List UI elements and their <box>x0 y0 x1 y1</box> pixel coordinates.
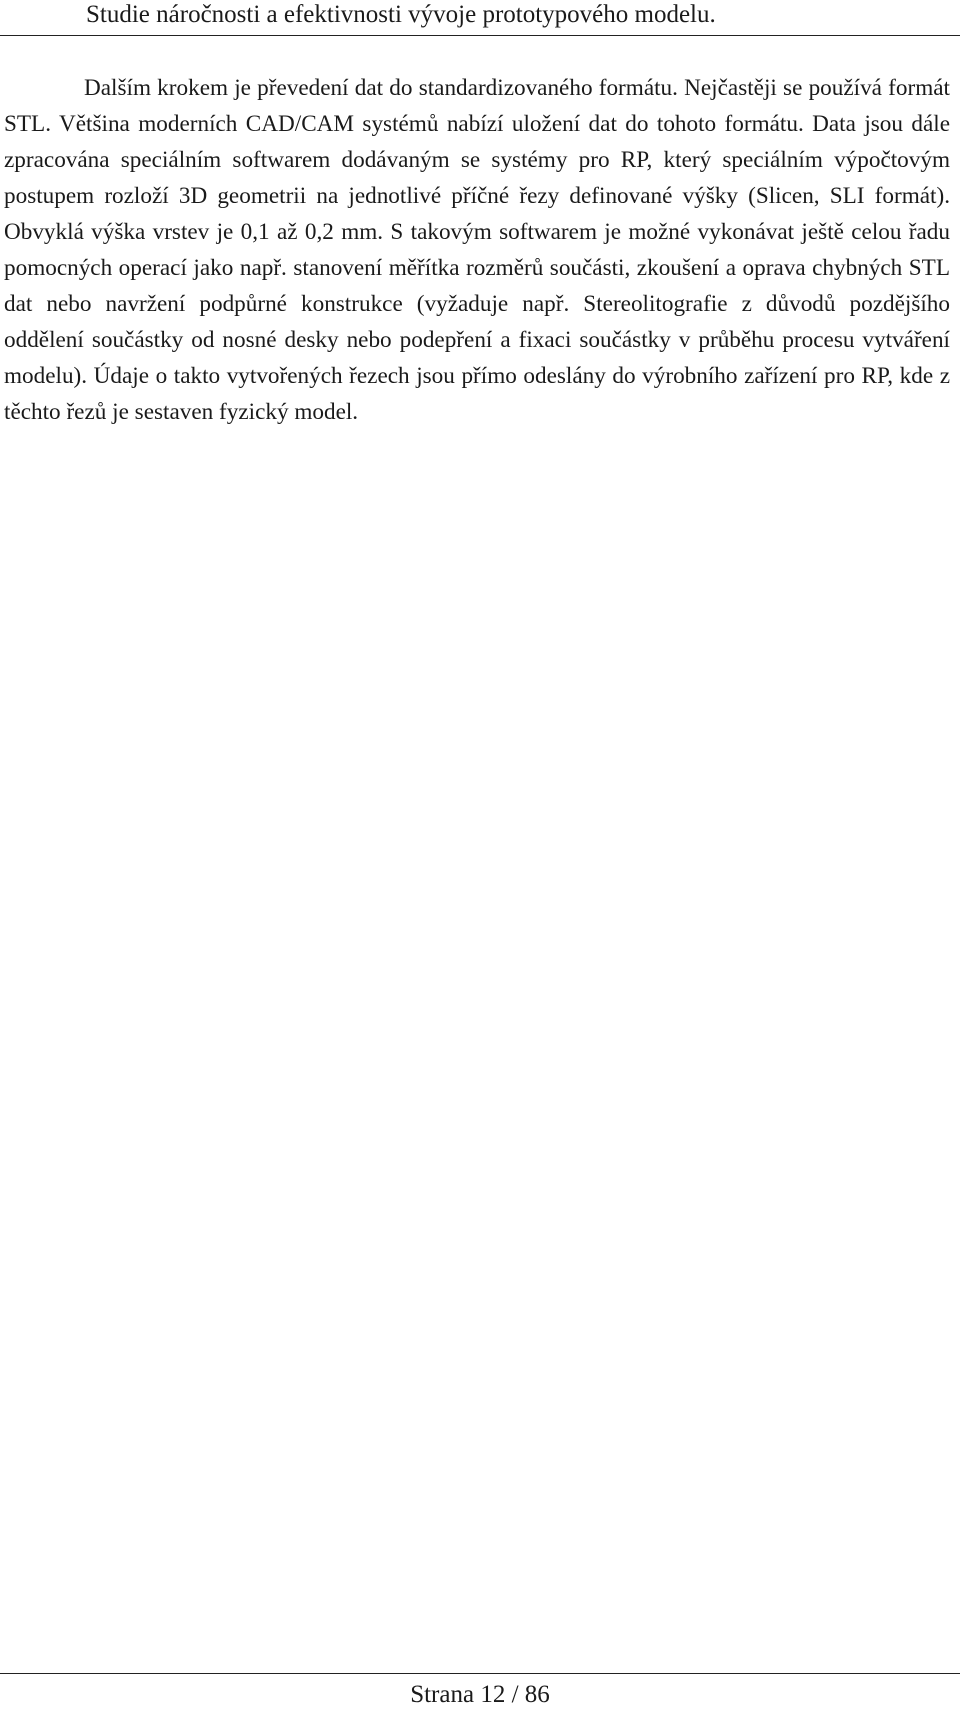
document-title: Studie náročnosti a efektivnosti vývoje prototypového modelu. <box>86 1 716 28</box>
footer-divider <box>0 1673 960 1674</box>
page-number: Strana 12 / 86 <box>410 1681 550 1708</box>
page-header <box>0 0 960 40</box>
body-paragraph: Dalším krokem je převedení dat do standardizovaného formátu. Nejčastěji se používá formát STL. Většina moderních CAD/CAM systémů nabízí uložení dat do tohoto formátu. Data jsou dále zpracována speciálním softwarem dodávaným se systémy pro RP, který speciálním výpočtovým postupem rozloží 3D geometrii na jednotlivé příčné řezy definované výšky (Slicen, SLI formát). Obvyklá výška vrstev je 0,1 až 0,2 mm. S takovým softwarem je možné vykonávat ještě celou řadu pomocných operací jako např. stanovení měřítka rozměrů součásti, zkoušení a oprava chybných STL dat nebo navržení podpůrné konstrukce (vyžaduje např. Stereolitografie z důvodů pozdějšího oddělení součástky od nosné desky nebo podepření a fixaci součástky v průběhu procesu vytváření modelu). Údaje o takto vytvořených řezech jsou přímo odeslány do výrobního zařízení pro RP, kde z těchto řezů je sestaven fyzický model. <box>4 75 950 425</box>
header-divider <box>0 35 960 36</box>
